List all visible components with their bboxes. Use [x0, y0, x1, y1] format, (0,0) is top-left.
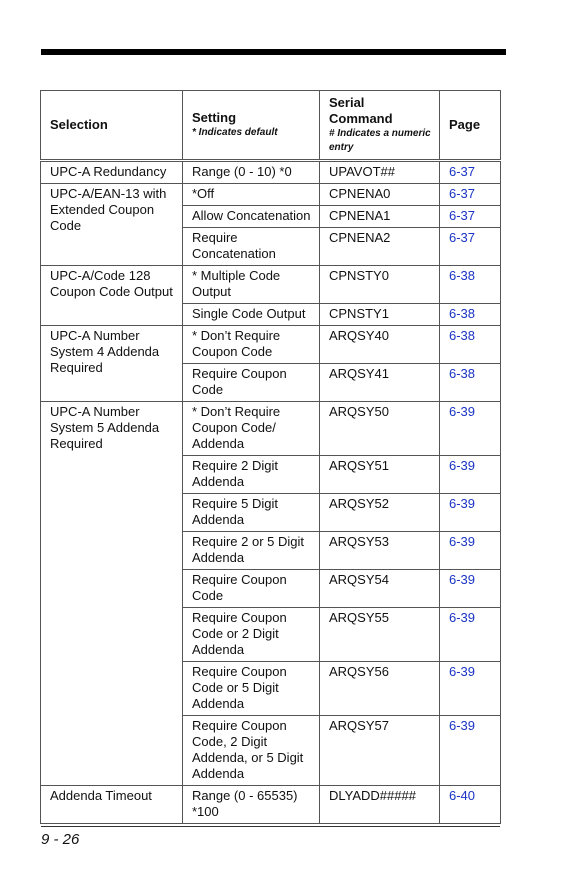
page-link[interactable]: 6-39: [449, 718, 476, 733]
setting-cell: *Off: [183, 184, 320, 206]
page-cell: [440, 494, 501, 532]
serial-command-cell: ARQSY50: [320, 402, 440, 456]
setting-cell: Require Coupon Code: [183, 364, 320, 402]
table-body: [41, 161, 501, 824]
page-cell: [440, 570, 501, 608]
serial-command-cell: ARQSY55: [320, 608, 440, 662]
setting-cell: Require Concatenation: [183, 228, 320, 266]
serial-command-cell: ARQSY51: [320, 456, 440, 494]
page-cell: [440, 266, 501, 304]
page-link[interactable]: 6-38: [449, 366, 476, 381]
page-cell: [440, 532, 501, 570]
table-header-row: [41, 91, 501, 161]
page-link[interactable]: 6-38: [449, 328, 476, 343]
page-cell: [440, 364, 501, 402]
page-link[interactable]: 6-39: [449, 534, 476, 549]
serial-command-cell: UPAVOT##: [320, 161, 440, 184]
setting-cell: Require Coupon Code, 2 Digit Addenda, or 5 Digit Addenda: [183, 716, 320, 786]
serial-command-cell: ARQSY53: [320, 532, 440, 570]
page-link[interactable]: 6-39: [449, 610, 476, 625]
header-setting-label: Setting: [192, 110, 237, 125]
setting-cell: Require Coupon Code or 5 Digit Addenda: [183, 662, 320, 716]
page-link[interactable]: 6-37: [449, 208, 476, 223]
page-link[interactable]: 6-39: [449, 572, 476, 587]
page-link[interactable]: 6-39: [449, 404, 476, 419]
serial-command-cell: CPNENA1: [320, 206, 440, 228]
page-cell: [440, 161, 501, 184]
header-serial-command-note: # Indicates a numeric entry: [329, 128, 431, 153]
setting-cell: Require Coupon Code or 2 Digit Addenda: [183, 608, 320, 662]
setting-cell: Require 5 Digit Addenda: [183, 494, 320, 532]
page-cell: [440, 184, 501, 206]
page-link[interactable]: 6-39: [449, 458, 476, 473]
header-setting: [183, 91, 320, 161]
serial-command-cell: ARQSY56: [320, 662, 440, 716]
serial-command-cell: ARQSY41: [320, 364, 440, 402]
serial-command-cell: ARQSY57: [320, 716, 440, 786]
page-link[interactable]: 6-37: [449, 186, 476, 201]
serial-command-cell: ARQSY52: [320, 494, 440, 532]
setting-cell: Allow Concatenation: [183, 206, 320, 228]
page-cell: [440, 716, 501, 786]
top-rule: [41, 49, 506, 55]
header-selection: Selection: [41, 91, 183, 161]
selection-cell: Addenda Timeout: [41, 786, 183, 824]
page-link[interactable]: 6-38: [449, 268, 476, 283]
page-cell: [440, 402, 501, 456]
setting-cell: * Don’t Require Coupon Code/ Addenda: [183, 402, 320, 456]
setting-cell: * Don’t Require Coupon Code: [183, 326, 320, 364]
serial-command-table: [40, 90, 501, 824]
header-page: Page: [440, 91, 501, 161]
table-row: [41, 402, 501, 456]
page-cell: [440, 456, 501, 494]
page-cell: [440, 228, 501, 266]
page-link[interactable]: 6-37: [449, 164, 476, 179]
setting-cell: Range (0 - 10) *0: [183, 161, 320, 184]
serial-command-cell: ARQSY54: [320, 570, 440, 608]
selection-cell: UPC-A Redundancy: [41, 161, 183, 184]
table-row: [41, 266, 501, 304]
header-setting-note: * Indicates default: [192, 127, 278, 138]
selection-cell: UPC-A Number System 4 Addenda Required: [41, 326, 183, 402]
selection-cell: UPC-A/Code 128 Coupon Code Output: [41, 266, 183, 326]
header-serial-command-label: Serial Command: [329, 95, 393, 126]
serial-command-cell: CPNENA2: [320, 228, 440, 266]
table-row: [41, 161, 501, 184]
setting-cell: Require 2 or 5 Digit Addenda: [183, 532, 320, 570]
page-cell: [440, 662, 501, 716]
page-cell: [440, 304, 501, 326]
page-link[interactable]: 6-39: [449, 664, 476, 679]
serial-command-cell: DLYADD#####: [320, 786, 440, 824]
table-row: [41, 184, 501, 206]
table-row: [41, 326, 501, 364]
serial-command-cell: ARQSY40: [320, 326, 440, 364]
page-link[interactable]: 6-38: [449, 306, 476, 321]
selection-cell: UPC-A/EAN-13 with Extended Coupon Code: [41, 184, 183, 266]
page-link[interactable]: 6-37: [449, 230, 476, 245]
page-cell: [440, 608, 501, 662]
setting-cell: Require Coupon Code: [183, 570, 320, 608]
page-cell: [440, 326, 501, 364]
page-link[interactable]: 6-39: [449, 496, 476, 511]
setting-cell: Require 2 Digit Addenda: [183, 456, 320, 494]
page-link[interactable]: 6-40: [449, 788, 476, 803]
serial-command-cell: CPNSTY1: [320, 304, 440, 326]
setting-cell: Range (0 - 65535) *100: [183, 786, 320, 824]
setting-cell: Single Code Output: [183, 304, 320, 326]
page-cell: [440, 786, 501, 824]
selection-cell: UPC-A Number System 5 Addenda Required: [41, 402, 183, 786]
page-cell: [440, 206, 501, 228]
header-serial-command: [320, 91, 440, 161]
footer-rule: [41, 826, 500, 827]
setting-cell: * Multiple Code Output: [183, 266, 320, 304]
serial-command-cell: CPNSTY0: [320, 266, 440, 304]
page-number: 9 - 26: [41, 831, 80, 848]
serial-command-cell: CPNENA0: [320, 184, 440, 206]
table-row: [41, 786, 501, 824]
